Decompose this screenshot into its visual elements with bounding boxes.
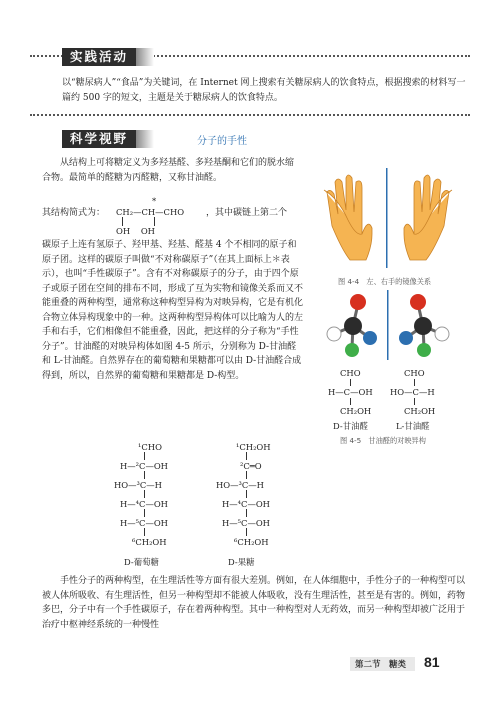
right-hand-icon [404, 175, 452, 260]
glucose-bond-3 [144, 490, 145, 498]
d-glyc-line-3: CH₂OH [340, 406, 372, 416]
models-mirror-line [387, 290, 389, 360]
fructose-bond-3 [246, 490, 247, 498]
glucose-line-2: H—²C—OH [120, 461, 168, 471]
d-glyc-bond-top [350, 379, 351, 386]
left-hand-icon [324, 175, 372, 260]
d-glyceraldehyde-label: D-甘油醛 [333, 421, 368, 431]
fructose-line-4: H—⁴C—OH [222, 499, 270, 509]
glucose-bond-2 [144, 471, 145, 479]
figure-4-5-caption: 图 4-5 甘油醛的对映异构 [340, 436, 426, 445]
formula-main: CH₂—CH—CHO [116, 207, 185, 217]
fructose-line-5: H—⁵C—OH [222, 518, 270, 528]
d-glyc-line-2: H—C—OH [328, 387, 373, 397]
formula-bond-1 [122, 217, 123, 226]
page-number: 81 [424, 654, 440, 670]
glucose-line-5: H—⁵C—OH [120, 518, 168, 528]
practice-text: 以“糖尿病人”“食品”为关键词，在 Internet 网上搜索有关糖尿病人的饮食特点，根据搜索的材料写一篇约 500 字的短文，主题是关于糖尿病人的饮食特点。 [62, 78, 466, 103]
science-heading: 科学视野 [62, 130, 136, 148]
paragraph-physiology: 手性分子的两种构型，在生理活性等方面有很大差别。例如，在人体细胞中，手性分子的一种构型可以被人体所吸收、有生理活性，但另一种构型却不能被人体吸收，没有生理活性，甚至是有害的。例如，药物多巴，分子中有一个手性碳原子，存在着两种构型。其中一种构型对人无药效，而另一种构型却被广泛用于治疗中枢神经系统的一种慢性 [42, 576, 466, 630]
fructose-bond-1 [246, 452, 247, 460]
d-fructose-label: D-果糖 [228, 557, 255, 567]
d-glucose-label: D-葡萄糖 [124, 557, 159, 567]
l-glyc-line-1: CHO [404, 368, 425, 378]
glucose-line-1: ¹CHO [138, 442, 162, 452]
l-glyceraldehyde-label: L-甘油醛 [396, 421, 430, 431]
paragraph-chirality: 碳原子上连有氢原子、羟甲基、羟基、醛基 4 个不相同的原子和原子团。这样的碳原子叫做“不对称碳原子”（在其上面标上＊表示），也叫“手性碳原子”。含有不对称碳原子的分子，由于四个原子或原子团在空间的排布不同，形成了互为实物和镜像关系而又不能重叠的两种构型，通常称这种构型异构为对映异构，它是有机化合物立体异构现象中的一种。这两种构型异构体可以比喻为人的左手和右手，它们相像但不能重叠，因此，把这样的分子称为“手性分子”。甘油醛的对映异构体如图 4-5 所示，分别称为 D-甘油醛和 L-甘油醛。自然界存在的葡萄糖和果糖都可以由 D-甘油醛合成得到，所以，自然界的葡萄糖和果糖都是 D-构型。 [42, 240, 304, 381]
glucose-bond-4 [144, 509, 145, 517]
practice-heading: 实践活动 [62, 48, 136, 66]
chiral-star: * [152, 196, 157, 206]
glucose-bond-1 [144, 452, 145, 460]
formula-after: ，其中碳链上第二个 [206, 208, 288, 218]
paragraph-intro: 从结构上可将糖定义为多羟基醛、多羟基酮和它们的脱水缩合物。最简单的醛糖为丙醛糖，又称甘油醛。 [42, 158, 295, 183]
fructose-bond-2 [246, 471, 247, 479]
formula-bottom: OH OH [116, 226, 155, 236]
glucose-line-6: ⁶CH₂OH [132, 537, 167, 547]
l-glyc-bond-bottom [414, 398, 415, 405]
glyceraldehyde-models [318, 290, 458, 362]
section-subtitle: 分子的手性 [197, 136, 247, 147]
d-glyceraldehyde-model [327, 294, 377, 357]
l-glyceraldehyde-model [399, 294, 449, 357]
d-glyc-line-1: CHO [340, 368, 361, 378]
footer-section: 第二节 糖类 [355, 660, 407, 670]
fructose-line-2: ²C═O [240, 461, 262, 471]
fructose-line-6: ⁶CH₂OH [234, 537, 269, 547]
fructose-line-1: ¹CH₂OH [236, 442, 271, 452]
fructose-line-3: HO—³C—H [216, 480, 264, 490]
l-glyc-bond-top [414, 379, 415, 386]
practice-divider [30, 114, 470, 116]
glucose-line-3: HO—³C—H [114, 480, 162, 490]
glucose-line-4: H—⁴C—OH [120, 499, 168, 509]
formula-bond-2 [154, 217, 155, 226]
mirror-hands-figure [318, 168, 458, 274]
fructose-bond-5 [246, 528, 247, 536]
fructose-bond-4 [246, 509, 247, 517]
figure-4-4-caption: 图 4-4 左、右手的镜像关系 [338, 277, 432, 286]
formula-lead: 其结构简式为： [42, 208, 106, 218]
l-glyc-line-3: CH₂OH [404, 406, 436, 416]
d-glyc-bond-bottom [350, 398, 351, 405]
l-glyc-line-2: HO—C—H [390, 387, 435, 397]
glucose-bond-5 [144, 528, 145, 536]
mirror-line [386, 168, 388, 268]
